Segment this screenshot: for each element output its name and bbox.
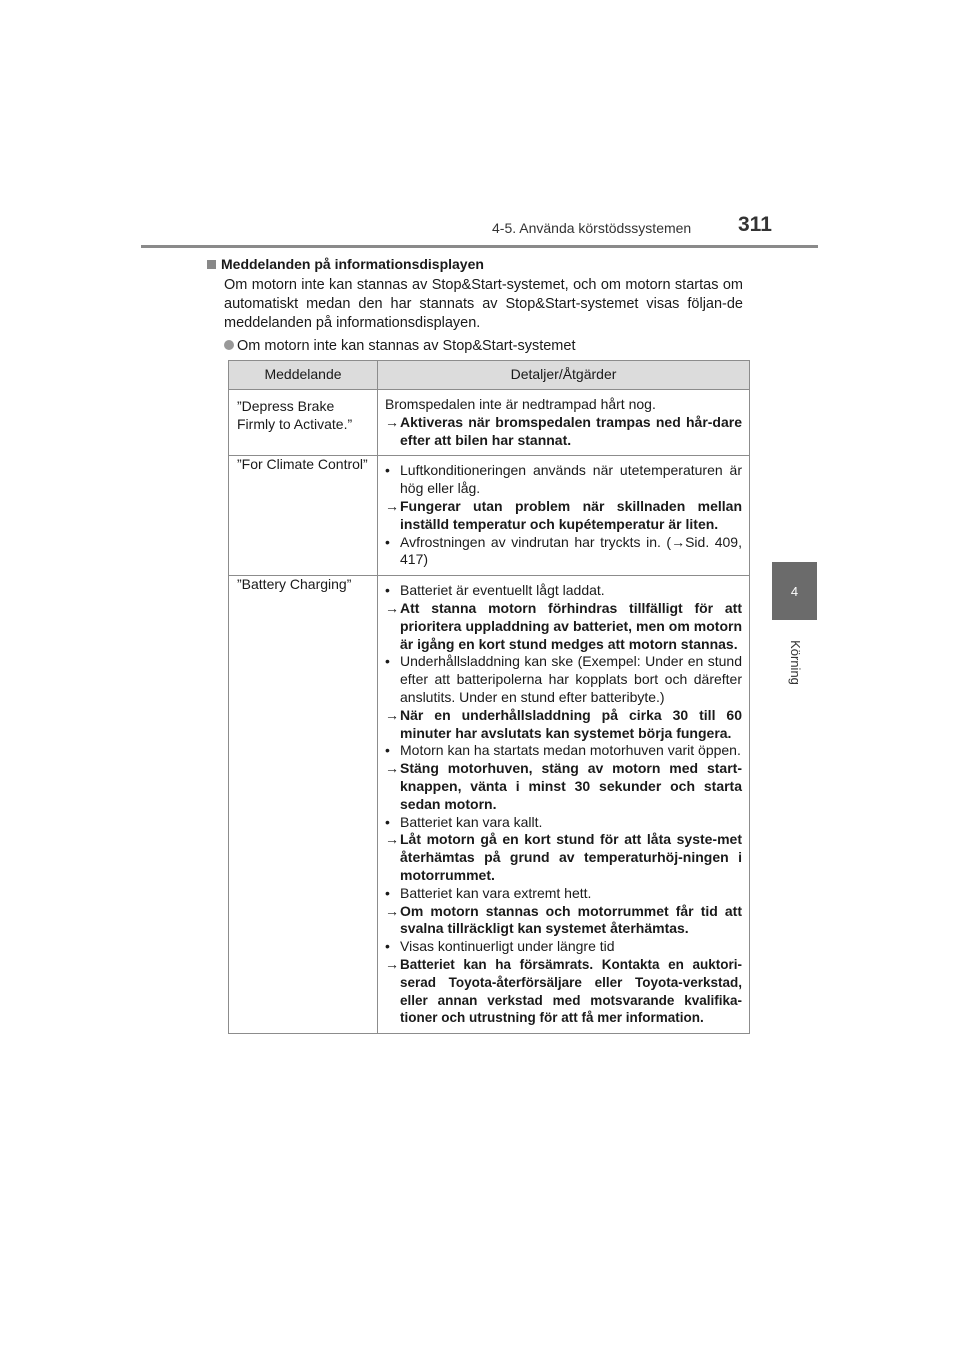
section-heading-text: Meddelanden på informationsdisplayen bbox=[221, 256, 484, 272]
cause-item bbox=[385, 462, 742, 498]
cause-item bbox=[385, 885, 742, 903]
table-row bbox=[229, 390, 750, 456]
cause-item bbox=[385, 534, 742, 570]
action-item bbox=[385, 707, 742, 743]
message-cell: ”Depress Brake Firmly to Activate.” bbox=[229, 390, 378, 456]
arrow-icon: → bbox=[385, 760, 399, 777]
square-bullet-icon bbox=[207, 260, 216, 269]
message-cell: ”For Climate Control” bbox=[229, 456, 378, 576]
table-row bbox=[229, 456, 750, 576]
item-text: Motorn kan ha startats medan motorhuven varit öppen. bbox=[400, 742, 741, 759]
messages-table bbox=[228, 360, 750, 1034]
arrow-icon: → bbox=[385, 413, 399, 430]
item-text: Aktiveras när bromspedalen trampas ned hår-dare efter att bilen har stannat. bbox=[400, 413, 742, 448]
chapter-label bbox=[770, 632, 820, 692]
bullet-icon: • bbox=[385, 462, 390, 479]
intro-paragraph: Om motorn inte kan stannas av Stop&Start-systemet, och om motorn startas om automatiskt medan den har stannats av Stop&Start-systemet visas följan-de meddelanden på informationsdisplayen. bbox=[224, 277, 743, 331]
bullet-icon: • bbox=[385, 813, 390, 830]
action-item bbox=[385, 831, 742, 884]
item-text: Luftkonditioneringen används när utetemperaturen är hög eller låg. bbox=[400, 462, 742, 497]
column-header-message: Meddelande bbox=[229, 361, 378, 390]
action-item bbox=[385, 600, 742, 653]
header-rule bbox=[141, 245, 818, 248]
item-text: Batteriet kan ha försämrats. Kontakta en auktori-serad Toyota-återförsäljare eller Toyota-verkstad, eller annan verkstad med motsvarande kvalifika-tioner och utrustning för att få mer information. bbox=[400, 956, 742, 1026]
chapter-number: 4 bbox=[790, 583, 799, 599]
bullet-line bbox=[224, 337, 743, 356]
action-item bbox=[385, 760, 742, 813]
action-item bbox=[385, 414, 742, 450]
arrow-icon: → bbox=[385, 599, 399, 616]
cause-item bbox=[385, 814, 742, 832]
action-item bbox=[385, 498, 742, 534]
item-text: Stäng motorhuven, stäng av motorn med start-knappen, vänta i minst 30 sekunder och starta sedan motorn. bbox=[400, 760, 742, 812]
header-section-title: 4-5. Använda körstödssystemen bbox=[492, 220, 692, 236]
circle-bullet-icon bbox=[224, 340, 234, 350]
item-text: Underhållsladdning kan ske (Exempel: Under en stund efter att batteripolerna har kopplats bort och därefter anslutits. Under en stund efter batteribyte.) bbox=[400, 653, 742, 705]
content bbox=[207, 255, 743, 356]
details-cell bbox=[378, 456, 750, 576]
item-text: Visas kontinuerligt under längre tid bbox=[400, 938, 615, 955]
cause-item bbox=[385, 653, 742, 706]
section-heading bbox=[207, 255, 743, 273]
chapter-label-text: Körning bbox=[787, 639, 803, 685]
cause-item bbox=[385, 742, 742, 760]
arrow-icon: → bbox=[385, 497, 399, 514]
cause-item bbox=[385, 938, 742, 956]
details-cell bbox=[378, 390, 750, 456]
details-cell bbox=[378, 576, 750, 1034]
table-row bbox=[229, 576, 750, 1034]
details-intro: Bromspedalen inte är nedtrampad hårt nog. bbox=[385, 396, 656, 412]
bullet-icon: • bbox=[385, 884, 390, 901]
item-text: När en underhållsladdning på cirka 30 till 60 minuter har avslutats kan systemet börja fungera. bbox=[400, 706, 742, 741]
arrow-icon: → bbox=[385, 955, 399, 972]
cause-item bbox=[385, 582, 742, 600]
item-text: Batteriet är eventuellt lågt laddat. bbox=[400, 582, 605, 599]
item-text: Fungerar utan problem när skillnaden mellan inställd temperatur och kupétemperatur är liten. bbox=[400, 497, 742, 532]
arrow-icon: → bbox=[385, 902, 399, 919]
bullet-icon: • bbox=[385, 533, 390, 550]
chapter-tab bbox=[772, 562, 817, 620]
action-item bbox=[385, 903, 742, 939]
table-header-row bbox=[229, 361, 750, 390]
message-cell: ”Battery Charging” bbox=[229, 576, 378, 1034]
bullet-icon: • bbox=[385, 653, 390, 670]
bullet-icon: • bbox=[385, 742, 390, 759]
item-text: Avfrostningen av vindrutan har tryckts in. (→Sid. 409, 417) bbox=[400, 533, 742, 568]
arrow-icon: → bbox=[385, 706, 399, 723]
bullet-icon: • bbox=[385, 938, 390, 955]
item-text: Batteriet kan vara kallt. bbox=[400, 813, 543, 830]
page-number: 311 bbox=[738, 213, 772, 236]
item-text: Batteriet kan vara extremt hett. bbox=[400, 884, 592, 901]
bullet-icon: • bbox=[385, 582, 390, 599]
action-item bbox=[385, 956, 742, 1027]
item-text: Att stanna motorn förhindras tillfälligt för att prioritera uppladdning av batteriet, men om motorn är igång en kort stund medges att motorn stannas. bbox=[400, 599, 742, 652]
item-text: Om motorn stannas och motorrummet får tid att svalna tillräckligt kan systemet återhämtas. bbox=[400, 902, 742, 937]
item-text: Låt motorn gå en kort stund för att låta syste-met återhämtas på grund av temperaturhöj-ningen i motorrummet. bbox=[400, 831, 742, 883]
arrow-icon: → bbox=[385, 831, 399, 848]
bullet-text: Om motorn inte kan stannas av Stop&Start-systemet bbox=[237, 338, 576, 354]
column-header-details: Detaljer/Åtgärder bbox=[378, 361, 750, 390]
